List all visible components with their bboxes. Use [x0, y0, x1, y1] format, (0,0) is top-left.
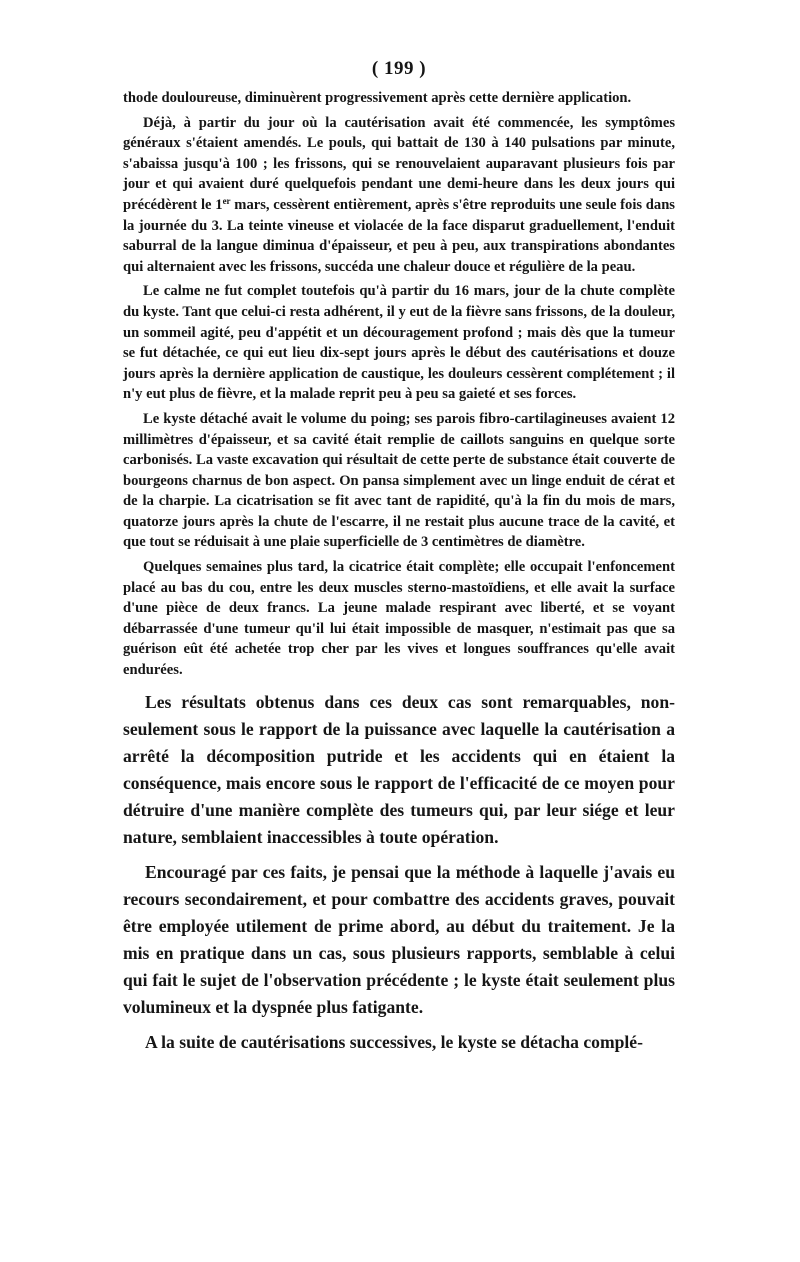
paragraph-continuation: thode douloureuse, diminuèrent progressivement après cette dernière application. — [123, 90, 632, 106]
paragraph-symptoms — [123, 113, 675, 278]
paragraph-results: Les résultats obtenus dans ces deux cas sont remarquables, non-seulement sous le rapport de la puissance avec laquelle la cautérisation a arrêté la décomposition putride et les accidents qui en étaient la conséquence, mais encore sous le rapport de l'efficacité de ce moyen pour détruire d'une manière complète des tumeurs qui, par leur siége et leur nature, semblaient inaccessibles à toute opération. — [123, 691, 675, 847]
paragraph-calm: Le calme ne fut complet toutefois qu'à partir du 16 mars, jour de la chute complète du kyste. Tant que celui-ci resta adhérent, il y eut de la fièvre sans frissons, de la douleur, un sommeil agité, peu d'appétit et un découragement profond ; mais dès que la tumeur se fut détachée, ce qui eut lieu dix-sept jours après le début des cautérisations et douze jours après la dernière application de caustique, les douleurs cessèrent complétement ; il n'y eut plus de fièvre, et la malade reprit peu à peu sa gaieté et ses forces. — [123, 283, 675, 403]
paragraph-encouraged: Encouragé par ces faits, je pensai que la méthode à laquelle j'avais eu recours secondairement, et pour combattre des accidents graves, pouvait être employée utilement de prime abord, au début du traitement. Je la mis en pratique dans un cas, sous plusieurs rapports, semblable à celui qui fait le sujet de l'observation précédente ; le kyste était seulement plus volumineux et la dyspnée plus fatigante. — [123, 861, 675, 1017]
paragraph-symptoms-start: Déjà, à partir du jour où la cautérisation avait été commencée, les symptômes généraux s'étaient amendés. Le pouls, qui battait de 130 à 140 pulsations par minute, s'abaissa jusqu'à 100 ; les frissons, qui se renouvelaient auparavant plusieurs fois par jour et qui avaient duré quelquefois pendant une demi-heure dans les deux jours qui précédèrent le 1 — [123, 114, 675, 213]
paragraph-final: A la suite de cautérisations successives, le kyste se détacha complé- — [145, 1031, 643, 1052]
paragraph-symptoms-end: mars, cessèrent entièrement, après s'être reproduits une seule fois dans la journée du 3. La teinte vineuse et violacée de la face disparut graduellement, l'enduit saburral de la langue diminua d'épaisseur, et peu à peu, aux transpirations abondantes qui alternaient avec les frissons, succéda une chaleur douce et régulière de la peau. — [123, 196, 675, 275]
paragraph-cyst: Le kyste détaché avait le volume du poing; ses parois fibro-cartilagineuses avaient 12 millimètres d'épaisseur, et sa cavité était remplie de caillots sanguins en quelque sorte carbonisés. La vaste excavation qui résultait de cette perte de substance était couverte de bourgeons charnus de bon aspect. On pansa simplement avec un linge enduit de cérat et de la charpie. La cicatrisation se fit avec tant de rapidité, qu'à la fin du mois de mars, quatorze jours après la chute de l'escarre, il ne restait plus aucune trace de la cavité, et que tout se réduisait à une plaie superficielle de 3 centimètres de diamètre. — [123, 410, 675, 551]
ordinal-superscript: er — [222, 195, 231, 206]
small-print-block — [123, 88, 675, 681]
large-print-block — [123, 689, 675, 1056]
book-page — [123, 56, 675, 1056]
page-number: ( 199 ) — [371, 58, 427, 79]
paragraph-scar: Quelques semaines plus tard, la cicatrice était complète; elle occupait l'enfoncement placé au bas du cou, entre les deux muscles sterno-mastoïdiens, et elle avait la surface d'une pièce de deux francs. La jeune malade respirant avec liberté, et se voyant débarrassée d'une tumeur qu'il lui était impossible de masquer, n'estimait pas que sa guérison eût été achetée trop cher par les vives et longues souffrances qu'elle avait endurées. — [123, 559, 675, 679]
